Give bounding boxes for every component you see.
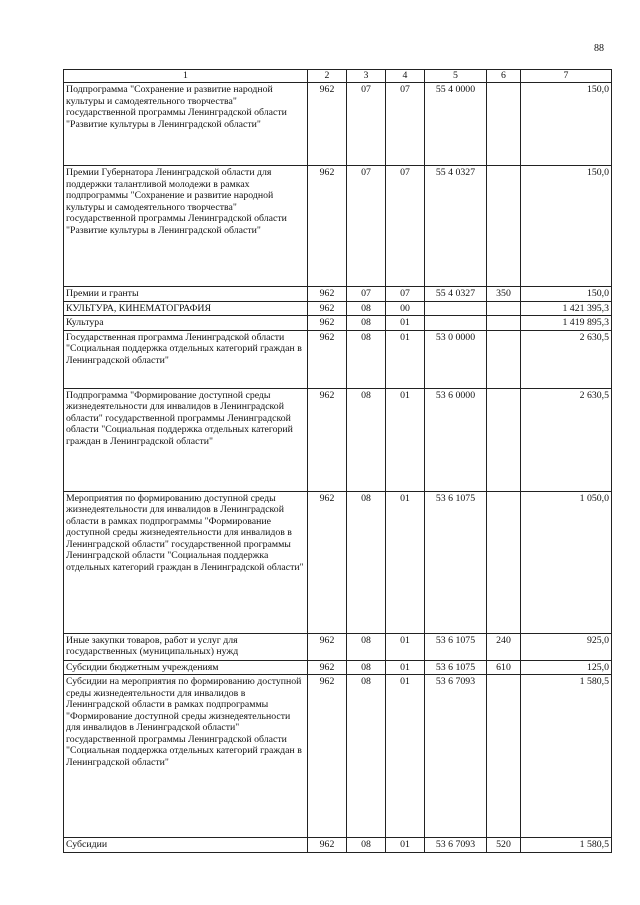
column-header: 3 [347,70,386,83]
item-name: КУЛЬТУРА, КИНЕМАТОГРАФИЯ [64,301,308,316]
cell-c2: 962 [308,388,347,491]
cell-c5: 55 4 0327 [425,166,487,287]
cell-c2: 962 [308,660,347,675]
cell-c4: 07 [386,83,425,166]
cell-c3: 08 [347,660,386,675]
cell-c4: 07 [386,287,425,302]
cell-c3: 08 [347,330,386,388]
table-row [64,166,612,287]
cell-c4: 01 [386,633,425,660]
cell-amount: 2 630,5 [521,388,612,491]
column-header: 5 [425,70,487,83]
cell-c2: 962 [308,491,347,633]
table-row [64,316,612,331]
cell-c3: 08 [347,316,386,331]
column-header: 2 [308,70,347,83]
cell-c2: 962 [308,838,347,853]
table-row [64,660,612,675]
cell-c5: 53 6 1075 [425,491,487,633]
cell-c6: 240 [487,633,521,660]
cell-c2: 962 [308,675,347,838]
item-name: Премии Губернатора Ленинградской области для поддержки талантливой молодежи в рамках подпрограммы "Сохранение и развитие народной культуры и самодеятельного творчества" государственной программы Ленинградской области "Развитие культуры в Ленинградской области" [64,166,308,287]
cell-amount: 925,0 [521,633,612,660]
table-row [64,491,612,633]
cell-c6 [487,388,521,491]
cell-c6 [487,491,521,633]
cell-c4: 01 [386,330,425,388]
cell-c6 [487,316,521,331]
cell-c2: 962 [308,330,347,388]
cell-amount: 1 580,5 [521,838,612,853]
cell-c2: 962 [308,287,347,302]
cell-c4: 07 [386,166,425,287]
cell-amount: 1 419 895,3 [521,316,612,331]
item-name: Государственная программа Ленинградской области "Социальная поддержка отдельных категорий граждан в Ленинградской области" [64,330,308,388]
cell-c4: 01 [386,388,425,491]
cell-c2: 962 [308,633,347,660]
cell-c2: 962 [308,166,347,287]
item-name: Иные закупки товаров, работ и услуг для государственных (муниципальных) нужд [64,633,308,660]
cell-c2: 962 [308,301,347,316]
cell-c3: 07 [347,287,386,302]
item-name: Культура [64,316,308,331]
item-name: Субсидии бюджетным учреждениям [64,660,308,675]
cell-c5: 55 4 0327 [425,287,487,302]
item-name: Подпрограмма "Сохранение и развитие народной культуры и самодеятельного творчества" государственной программы Ленинградской области "Развитие культуры в Ленинградской области" [64,83,308,166]
table-row [64,287,612,302]
column-header: 4 [386,70,425,83]
cell-c5: 53 6 1075 [425,660,487,675]
page-number: 88 [594,43,604,54]
cell-amount: 1 580,5 [521,675,612,838]
cell-c6 [487,330,521,388]
table-row [64,675,612,838]
cell-c5 [425,316,487,331]
cell-c3: 08 [347,388,386,491]
cell-c4: 00 [386,301,425,316]
item-name: Подпрограмма "Формирование доступной среды жизнедеятельности для инвалидов в Ленинградской области" государственной программы Ленинградской области "Социальная поддержка отдельных категорий граждан в Ленинградской области" [64,388,308,491]
cell-c6 [487,83,521,166]
cell-amount: 150,0 [521,166,612,287]
cell-c6: 520 [487,838,521,853]
cell-c4: 01 [386,660,425,675]
table-row [64,388,612,491]
cell-c4: 01 [386,491,425,633]
cell-c5: 53 6 1075 [425,633,487,660]
cell-c3: 08 [347,675,386,838]
budget-table [63,69,612,853]
table-row [64,83,612,166]
item-name: Мероприятия по формированию доступной среды жизнедеятельности для инвалидов в Ленинградской области в рамках подпрограммы "Формирование доступной среды жизнедеятельности для инвалидов в Ленинградской области" государственной программы Ленинградской области "Социальная поддержка отдельных категорий граждан в Ленинградской области" [64,491,308,633]
cell-amount: 1 421 395,3 [521,301,612,316]
cell-c3: 08 [347,491,386,633]
column-header: 1 [64,70,308,83]
cell-c2: 962 [308,316,347,331]
cell-c6: 350 [487,287,521,302]
cell-c3: 08 [347,301,386,316]
cell-amount: 150,0 [521,83,612,166]
cell-c3: 08 [347,633,386,660]
cell-amount: 150,0 [521,287,612,302]
table-header-row [64,70,612,83]
cell-amount: 1 050,0 [521,491,612,633]
cell-c3: 07 [347,166,386,287]
cell-c5: 53 0 0000 [425,330,487,388]
cell-c6: 610 [487,660,521,675]
item-name: Субсидии на мероприятия по формированию доступной среды жизнедеятельности для инвалидов в Ленинградской области в рамках подпрограммы "Формирование доступной среды жизнедеятельности для инвалидов в Ленинградской области" государственной программы Ленинградской области "Социальная поддержка отдельных категорий граждан в Ленинградской области" [64,675,308,838]
cell-c6 [487,675,521,838]
cell-c4: 01 [386,838,425,853]
table-row [64,301,612,316]
cell-c5: 53 6 7093 [425,838,487,853]
item-name: Субсидии [64,838,308,853]
cell-c6 [487,301,521,316]
cell-amount: 2 630,5 [521,330,612,388]
item-name: Премии и гранты [64,287,308,302]
cell-c5: 53 6 0000 [425,388,487,491]
cell-c6 [487,166,521,287]
cell-c4: 01 [386,675,425,838]
table-row [64,838,612,853]
cell-c3: 07 [347,83,386,166]
cell-c4: 01 [386,316,425,331]
table-row [64,633,612,660]
cell-c2: 962 [308,83,347,166]
cell-c5: 53 6 7093 [425,675,487,838]
column-header: 6 [487,70,521,83]
cell-amount: 125,0 [521,660,612,675]
column-header: 7 [521,70,612,83]
table-row [64,330,612,388]
cell-c5: 55 4 0000 [425,83,487,166]
cell-c3: 08 [347,838,386,853]
cell-c5 [425,301,487,316]
